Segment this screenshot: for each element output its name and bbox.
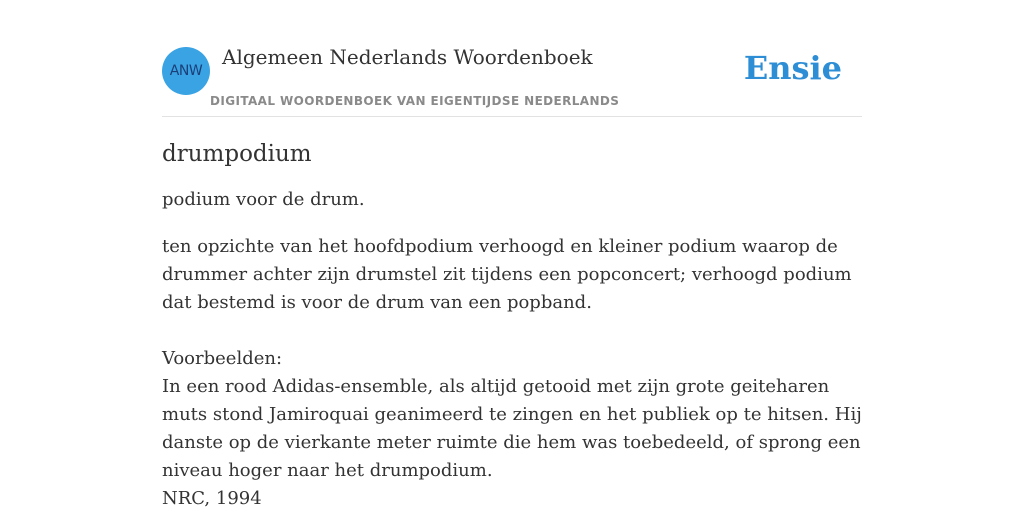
site-header [162,0,862,117]
ensie-brand-logo[interactable]: Ensie [743,49,842,87]
entry-headword: drumpodium [162,141,312,167]
example-source: NRC, 1994 [162,488,262,509]
example-text: In een rood Adidas-ensemble, als altijd getooid met zijn grote geiteharen muts stond Jamiroquai geanimeerd te zingen en het publiek op te hitsen. Hij danste op de vierkante meter ruimte die hem was toebedeeld, of sprong een niveau hoger naar het drumpodium. [162,376,862,481]
site-subtitle: DIGITAAL WOORDENBOEK VAN EIGENTIJDSE NEDERLANDS [210,94,620,108]
short-definition: podium voor de drum. [162,189,365,210]
examples-label: Voorbeelden: [162,348,283,369]
site-title[interactable]: Algemeen Nederlands Woordenboek [222,45,593,69]
anw-logo[interactable]: ANW [162,47,210,95]
long-definition: ten opzichte van het hoofdpodium verhoogd en kleiner podium waarop de drummer achter zijn drumstel zit tijdens een popconcert; verhoogd podium dat bestemd is voor de drum van een popband. [162,236,852,313]
entry-content [162,138,862,512]
